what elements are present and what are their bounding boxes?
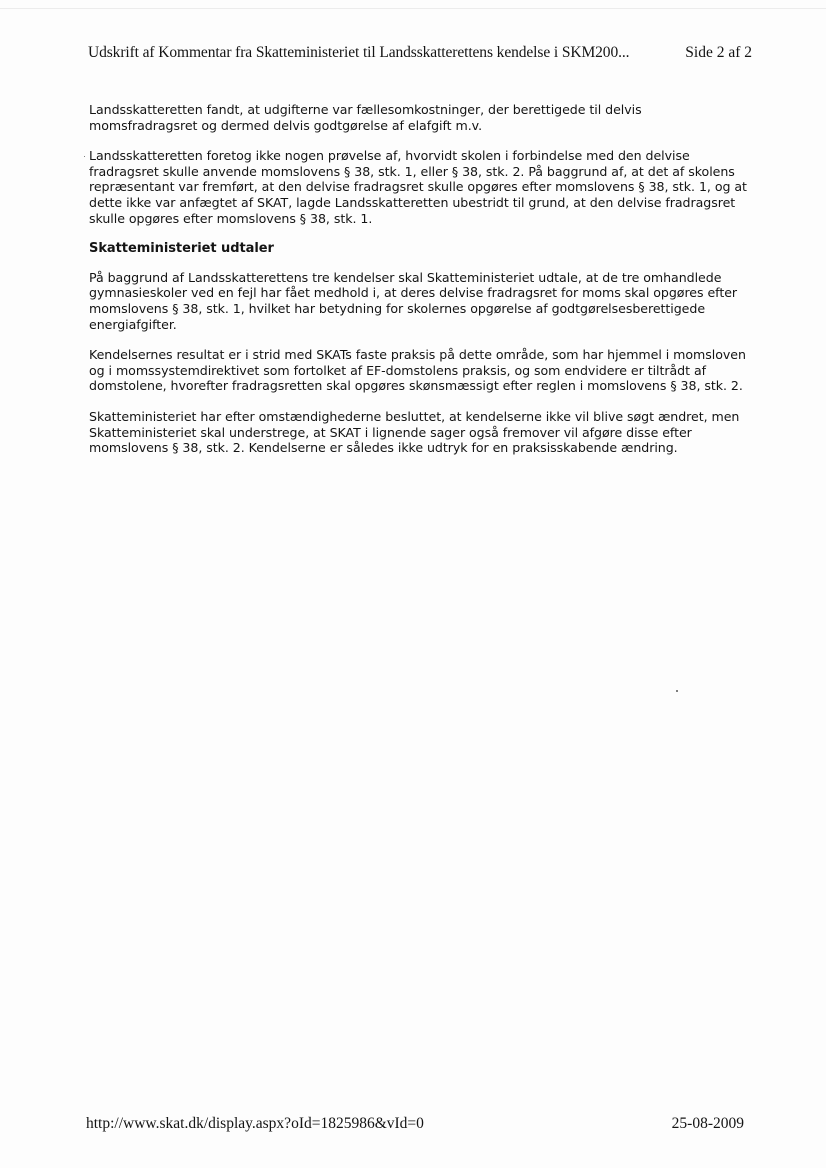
footer-date: 25-08-2009	[671, 1115, 744, 1132]
footer-url: http://www.skat.dk/display.aspx?oId=1825986&vId=0	[86, 1115, 424, 1132]
paragraph-3: På baggrund af Landsskatterettens tre kendelser skal Skatteministeriet udtale, at de tre omhandlede gymnasieskoler ved en fejl har fået medhold i, at deres delvise fradragsret for moms skal opgøres efter momslovens § 38, stk. 1, hvilket har betydning for skolernes opgørelse af godtgørelsesberettigede energiafgifter.	[89, 269, 738, 332]
scan-speck	[676, 690, 678, 692]
page-indicator: Side 2 af 2	[685, 44, 752, 61]
scan-top-edge	[0, 8, 826, 9]
document-body	[89, 102, 749, 471]
section-heading: Skatteministeriet udtaler	[89, 241, 274, 257]
paragraph-1: Landsskatteretten fandt, at udgifterne var fællesomkostninger, der berettigede til delvis momsfradragsret og dermed delvis godtgørelse af elafgift m.v.	[89, 102, 642, 133]
print-header-title: Udskrift af Kommentar fra Skatteministeriet til Landsskatterettens kendelse i SKM200...	[88, 44, 630, 61]
paragraph-5: Skatteministeriet har efter omstændighederne besluttet, at kendelserne ikke vil blive søgt ændret, men Skatteministeriet skal understrege, at SKAT i lignende sager også fremover vil afgøre disse efter momslovens § 38, stk. 2. Kendelserne er således ikke udtryk for en praksisskabende ændring.	[89, 408, 740, 456]
scan-speck	[84, 156, 85, 157]
paragraph-2: Landsskatteretten foretog ikke nogen prøvelse af, hvorvidt skolen i forbindelse med den delvise fradragsret skulle anvende momslovens § 38, stk. 1, eller § 38, stk. 2. På baggrund af, at det af skolens repræsentant var fremført, at den delvise fradragsret skulle opgøres efter momslovens § 38, stk. 1, og at dette ikke var anfægtet af SKAT, lagde Landsskatteretten ubestridt til grund, at den delvise fradragsret skulle opgøres efter momslovens § 38, stk. 1.	[89, 148, 747, 226]
paragraph-4: Kendelsernes resultat er i strid med SKATs faste praksis på dette område, som har hjemmel i momsloven og i momssystemdirektivet som fortolket af EF-domstolens praksis, og som endvidere er tiltrådt af domstolene, hvorefter fradragsretten skal opgøres skønsmæssigt efter reglen i momslovens § 38, stk. 2.	[89, 347, 746, 394]
